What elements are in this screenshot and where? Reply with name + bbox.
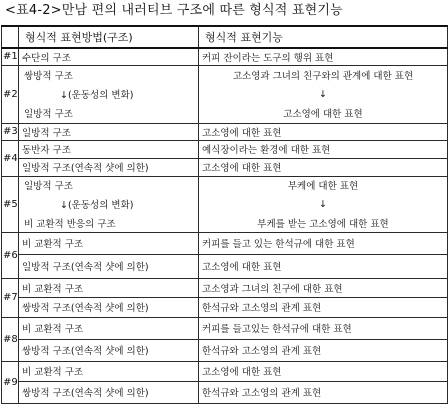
method-line: 비 교환적 반응의 구조 (24, 219, 116, 230)
table-row (2, 278, 448, 297)
function-cell (199, 65, 448, 123)
table-row (2, 140, 448, 158)
table-row (2, 123, 448, 140)
row-number: #1 (2, 48, 19, 65)
method-cell: 쌍방적 구조(연속적 샷에 의한) (19, 297, 199, 317)
row-number: #8 (2, 317, 19, 361)
function-cell: 고소영에 대한 표현 (199, 361, 448, 381)
method-cell: 일방적 구조(연속적 샷에 의한) (19, 158, 199, 176)
method-line: 일방적 구조 (24, 181, 73, 192)
table-row (2, 317, 448, 339)
method-cell: 수단의 구조 (19, 48, 199, 65)
function-cell: 커피를 들고있는 한석규에 대한 표현 (199, 317, 448, 339)
method-line: ↓(운동성의 변화) (60, 90, 134, 101)
table-row (2, 361, 448, 381)
table-header-row (2, 26, 448, 48)
method-cell: 비 교환적 구조 (19, 361, 199, 381)
table-row (2, 339, 448, 361)
method-cell (19, 176, 199, 232)
row-number: #3 (2, 123, 19, 140)
method-line: 일방적 구조 (24, 109, 73, 120)
function-cell (199, 176, 448, 232)
function-cell: 커피를 들고 있는 한석규에 대한 표현 (199, 232, 448, 254)
method-cell: 쌍방적 구조(연속적 샷에 의한) (19, 381, 199, 403)
method-cell: 동반자 구조 (19, 140, 199, 158)
method-line: ↓(운동성의 변화) (60, 200, 134, 211)
method-line: 쌍방적 구조 (24, 71, 73, 82)
function-cell: 한석규와 고소영의 관계 표현 (199, 297, 448, 317)
table-row (2, 232, 448, 254)
function-cell: 고소영과 그녀의 친구에 대한 표현 (199, 278, 448, 297)
table-row (2, 254, 448, 278)
method-cell: 일방적 구조(연속적 샷에 의한) (19, 254, 199, 278)
function-cell: 한석규와 고소영의 관계 표현 (199, 381, 448, 403)
table-row (2, 176, 448, 232)
function-line: 고소영과 그녀의 친구와의 관계에 대한 표현 (232, 71, 414, 82)
table-row (2, 65, 448, 123)
function-line: 부케를 받는 고소영에 대한 표현 (257, 219, 389, 230)
function-line: 고소영에 대한 표현 (283, 109, 363, 120)
row-number: #9 (2, 361, 19, 403)
method-cell (19, 65, 199, 123)
method-cell: 비 교환적 구조 (19, 278, 199, 297)
function-line: 부케에 대한 표현 (287, 181, 359, 192)
function-cell: 고소영에 대한 표현 (199, 158, 448, 176)
function-cell: 고소영에 대한 표현 (199, 123, 448, 140)
function-cell: 예식장이라는 환경에 대한 표현 (199, 140, 448, 158)
function-cell: 고소영에 대한 표현 (199, 254, 448, 278)
function-cell: 한석규와 고소영의 관계 표현 (199, 339, 448, 361)
table-row (2, 297, 448, 317)
function-line: ↓ (319, 198, 327, 210)
narrative-structure-table (1, 25, 448, 404)
header-number-cell (2, 26, 19, 48)
row-number: #5 (2, 176, 19, 232)
method-cell: 일방적 구조 (19, 123, 199, 140)
row-number: #7 (2, 278, 19, 317)
function-line: ↓ (319, 88, 327, 100)
method-cell: 비 교환적 구조 (19, 232, 199, 254)
header-method: 형식적 표현방법(구조) (19, 26, 199, 48)
table-caption: <표4-2>만남 편의 내러티브 구조에 따른 형식적 표현기능 (5, 3, 343, 18)
function-cell: 커피 잔이라는 도구의 행위 표현 (199, 48, 448, 65)
table-row (2, 48, 448, 65)
table-row (2, 158, 448, 176)
header-function: 형식적 표현기능 (199, 26, 448, 48)
row-number: #2 (2, 65, 19, 123)
method-cell: 비 교환적 구조 (19, 317, 199, 339)
row-number: #6 (2, 232, 19, 278)
table-row (2, 381, 448, 403)
method-cell: 쌍방적 구조(연속적 샷에 의한) (19, 339, 199, 361)
row-number: #4 (2, 140, 19, 176)
